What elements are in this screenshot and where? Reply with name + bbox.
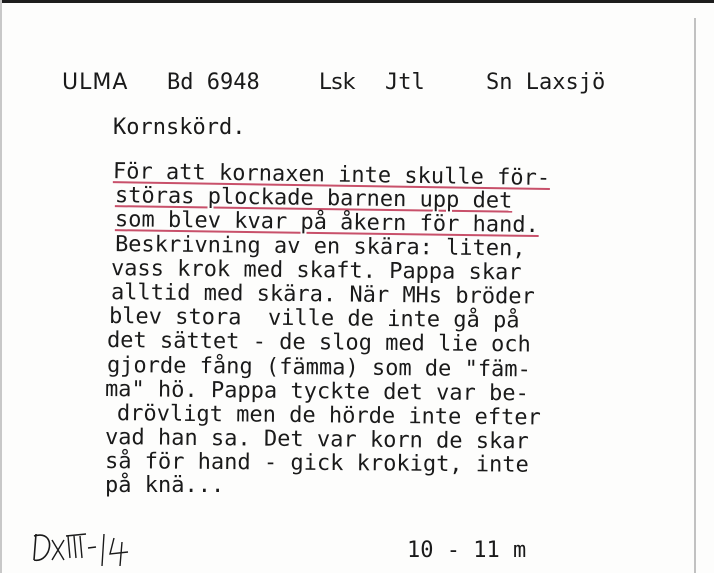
province-code: Lsk	[319, 70, 356, 95]
body-line: För att kornaxen inte skulle för-	[112, 159, 551, 191]
body-line: Beskrivning av en skära: liten,	[114, 231, 526, 261]
card-title: Kornskörd.	[113, 115, 246, 140]
card-header	[62, 70, 702, 104]
card-left-edge	[0, 0, 2, 573]
body-line: på knä...	[105, 473, 225, 499]
body-line: alltid med skära. När MHs bröder	[110, 280, 535, 310]
handwritten-signature	[30, 526, 150, 570]
body-line: drövligt men de hörde inte efter	[116, 401, 541, 431]
body-line: störas plockade barnen upp det	[114, 183, 513, 214]
archive-code: ULMA	[62, 70, 129, 95]
body-line: vass krok med skaft. Pappa skar	[110, 255, 522, 286]
parish-name: Sn Laxsjö	[486, 70, 606, 95]
volume-number: Bd 6948	[167, 70, 260, 95]
measure-note: 10 - 11 m	[407, 538, 527, 563]
body-line: ma" hö. Pappa tyckte det var be-	[104, 376, 529, 407]
body-line: vad han sa. Det var korn de skar	[104, 425, 529, 455]
card-top-edge	[0, 0, 714, 3]
body-line: det sättet - de slog med lie och	[106, 328, 531, 358]
body-line: som blev kvar på åkern för hand.	[114, 207, 539, 239]
body-line: gjorde fång (fämma) som de "fäm-	[106, 352, 531, 382]
card-body	[105, 160, 665, 499]
body-line: blev stora ville de inte gå på	[108, 304, 520, 334]
body-line: så för hand - gick krokigt, inte	[104, 449, 529, 478]
region-code: Jtl	[385, 70, 425, 95]
